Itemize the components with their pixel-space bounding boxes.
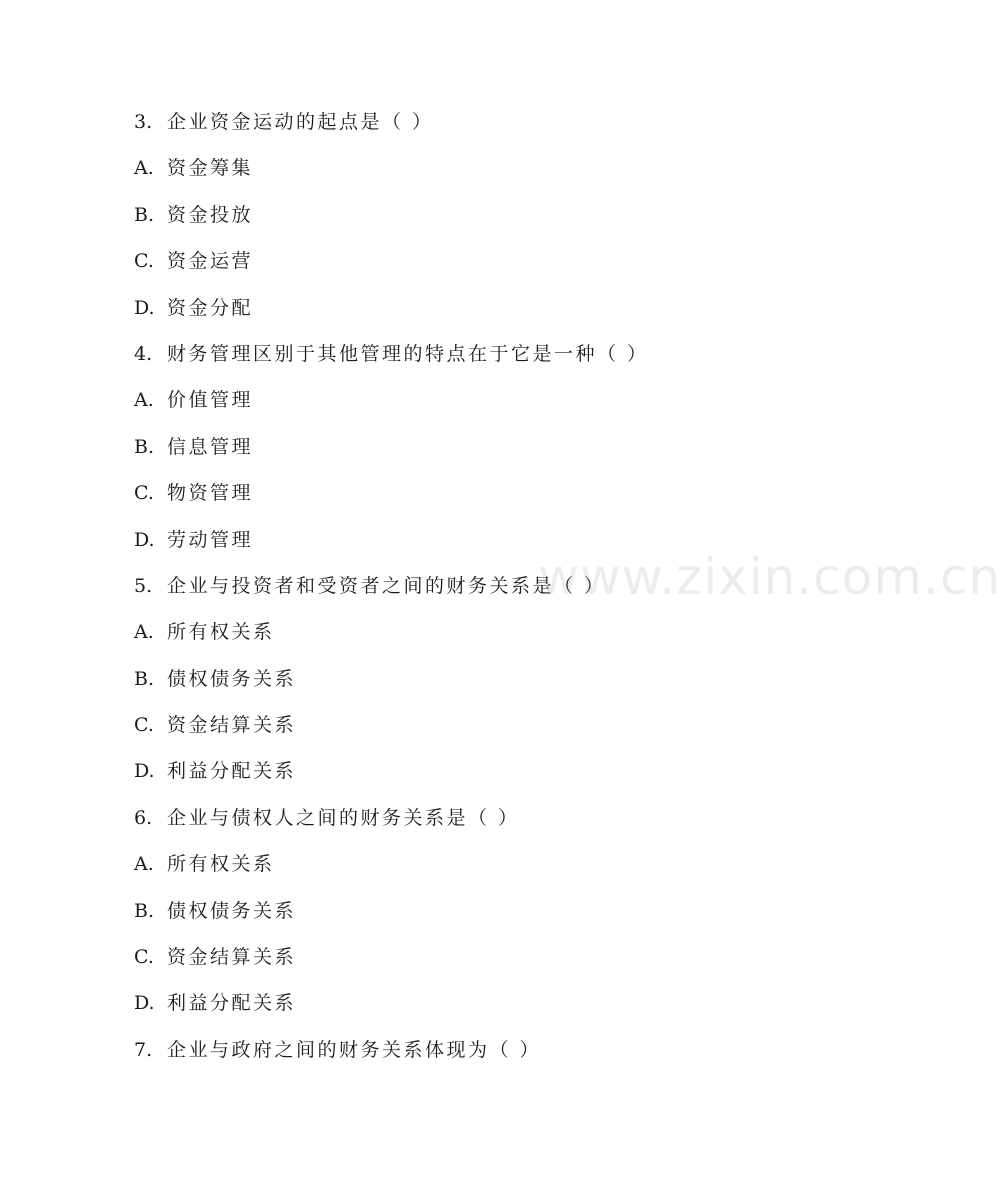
option-label: A. bbox=[134, 621, 154, 644]
watermark: www.zixin.com.cn bbox=[538, 548, 1001, 606]
option-label: D. bbox=[134, 760, 155, 783]
option-text: 利益分配关系 bbox=[167, 992, 297, 1015]
option-text: 所有权关系 bbox=[167, 853, 275, 876]
option-text: 资金运营 bbox=[167, 250, 254, 273]
question-number: 7. bbox=[134, 1038, 153, 1061]
option-d bbox=[134, 983, 854, 1029]
option-label: C. bbox=[134, 946, 154, 969]
option-text: 信息管理 bbox=[167, 435, 254, 458]
option-c bbox=[134, 937, 854, 983]
option-c bbox=[134, 241, 854, 287]
option-text: 资金结算关系 bbox=[167, 946, 297, 969]
question-7 bbox=[134, 1030, 854, 1076]
option-a bbox=[134, 380, 854, 426]
question-number: 4. bbox=[134, 342, 153, 365]
question-number: 3. bbox=[134, 111, 153, 133]
option-text: 劳动管理 bbox=[167, 528, 254, 551]
option-text: 所有权关系 bbox=[167, 621, 275, 644]
option-label: D. bbox=[134, 528, 155, 551]
option-a bbox=[134, 844, 854, 890]
question-6 bbox=[134, 798, 854, 844]
option-label: C. bbox=[134, 714, 154, 737]
option-text: 价值管理 bbox=[167, 389, 254, 412]
question-text: 财务管理区别于其他管理的特点在于它是一种（ ） bbox=[167, 342, 649, 365]
option-label: D. bbox=[134, 992, 155, 1015]
option-d bbox=[134, 751, 854, 797]
option-text: 债权债务关系 bbox=[167, 667, 297, 690]
option-text: 资金结算关系 bbox=[167, 714, 297, 737]
option-text: 债权债务关系 bbox=[167, 899, 297, 922]
option-label: D. bbox=[134, 296, 155, 319]
option-b bbox=[134, 195, 854, 241]
option-text: 物资管理 bbox=[167, 482, 254, 505]
option-label: B. bbox=[134, 435, 155, 458]
question-3 bbox=[134, 102, 854, 148]
question-text: 企业与政府之间的财务关系体现为（ ） bbox=[167, 1038, 542, 1061]
option-b bbox=[134, 659, 854, 705]
option-label: B. bbox=[134, 203, 155, 226]
question-text: 企业与投资者和受资者之间的财务关系是（ ） bbox=[167, 574, 606, 597]
option-label: A. bbox=[134, 157, 154, 180]
option-d bbox=[134, 520, 854, 566]
option-a bbox=[134, 612, 854, 658]
option-label: B. bbox=[134, 899, 155, 922]
option-text: 资金投放 bbox=[167, 203, 254, 226]
option-label: A. bbox=[134, 389, 154, 412]
question-text: 企业与债权人之间的财务关系是（ ） bbox=[167, 806, 520, 829]
question-5 bbox=[134, 566, 854, 612]
option-label: A. bbox=[134, 853, 154, 876]
option-b bbox=[134, 891, 854, 937]
option-c bbox=[134, 473, 854, 519]
question-text: 企业资金运动的起点是（ ） bbox=[167, 111, 434, 133]
option-label: C. bbox=[134, 250, 154, 273]
option-label: C. bbox=[134, 482, 154, 505]
question-number: 5. bbox=[134, 574, 153, 597]
option-d bbox=[134, 288, 854, 334]
option-text: 资金分配 bbox=[167, 296, 254, 319]
option-b bbox=[134, 427, 854, 473]
question-list bbox=[134, 102, 854, 1076]
question-number: 6. bbox=[134, 806, 153, 829]
question-4 bbox=[134, 334, 854, 380]
option-text: 资金筹集 bbox=[167, 157, 254, 180]
option-text: 利益分配关系 bbox=[167, 760, 297, 783]
option-c bbox=[134, 705, 854, 751]
option-a bbox=[134, 148, 854, 194]
option-label: B. bbox=[134, 667, 155, 690]
